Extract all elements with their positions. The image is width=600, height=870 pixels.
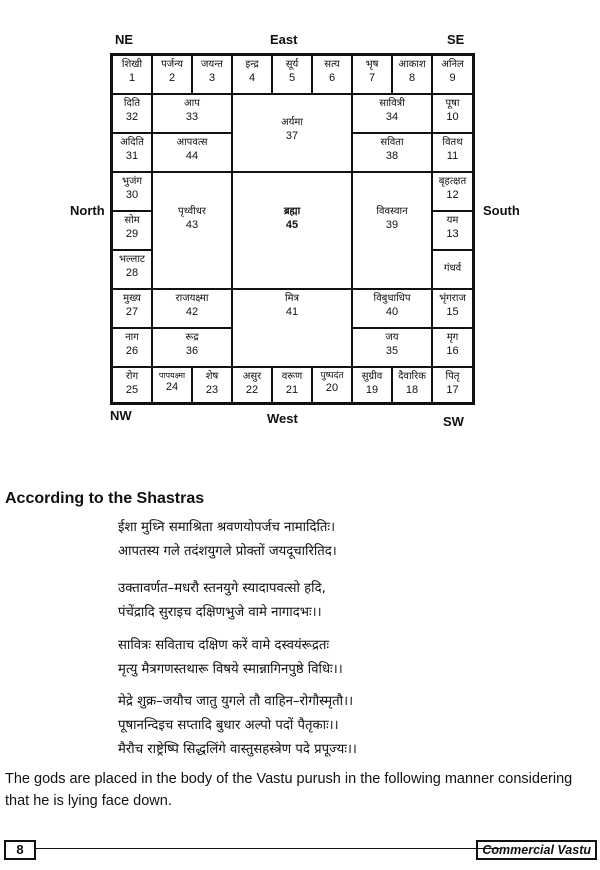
deity-name: भृष [365, 59, 379, 70]
mandala-cell [272, 367, 312, 403]
mandala-cell [272, 55, 312, 94]
mandala-cell-savita [352, 133, 432, 172]
mandala-cell-vibudhadhip [352, 289, 432, 328]
verse-line: मैरौच राष्ट्रेष्पि सिद्धलिंगे वास्तुसहस्त्रेण पदे प्रपूज्यः।। [118, 742, 357, 757]
deity-name: जयन्त [201, 59, 223, 70]
deity-name: आकाश [398, 59, 426, 70]
deity-name: पितृ [445, 371, 460, 382]
deity-name: भृंगराज [439, 293, 466, 304]
deity-number: 4 [248, 71, 256, 84]
mandala-cell [432, 211, 473, 250]
deity-number: 33 [185, 110, 199, 123]
mandala-cell [352, 367, 392, 403]
mandala-cell-jay [352, 328, 432, 367]
deity-number: 2 [168, 71, 176, 84]
mandala-cell-mitra [232, 289, 352, 367]
direction-west: West [267, 411, 298, 426]
mandala-cell [192, 55, 232, 94]
deity-name: सविता [380, 137, 404, 148]
mandala-cell [112, 250, 152, 289]
mandala-cell-aap [152, 94, 232, 133]
deity-number: 1 [128, 71, 136, 84]
deity-number: 29 [125, 227, 139, 240]
deity-name: अर्यमा [280, 117, 303, 128]
mandala-cell-savitri [352, 94, 432, 133]
verse-line: सावित्रः सविताच दक्षिण करें वामे दस्वयंरूद्रतः [118, 638, 330, 653]
mandala-cell-rudra [152, 328, 232, 367]
deity-number: 31 [125, 149, 139, 162]
deity-number: 21 [285, 383, 299, 396]
deity-name: अनिल [441, 59, 464, 70]
deity-number: 35 [385, 344, 399, 357]
deity-name: शिखी [121, 59, 143, 70]
verse-stanza [118, 577, 478, 625]
deity-number: 19 [365, 383, 379, 396]
deity-name: ब्रह्मा [283, 206, 301, 217]
deity-name: बृहत्क्षत [438, 176, 467, 187]
deity-name: मुख्य [123, 293, 141, 304]
mandala-cell [112, 133, 152, 172]
deity-number: 26 [125, 344, 139, 357]
deity-number: 42 [185, 305, 199, 318]
mandala-cell-aapvatsa [152, 133, 232, 172]
deity-name: वरूण [281, 371, 303, 382]
deity-name: इन्द्र [245, 59, 259, 70]
deity-number: 34 [385, 110, 399, 123]
mandala-cell-brahma [232, 172, 352, 289]
deity-number: 12 [446, 188, 459, 201]
deity-number: 9 [449, 71, 456, 84]
mandala-cell [432, 328, 473, 367]
mandala-cell-prithvidhar [152, 172, 232, 289]
deity-name: पूषा [445, 98, 460, 109]
book-title: Commercial Vastu [476, 840, 597, 860]
mandala-cell [112, 211, 152, 250]
deity-number: 5 [288, 71, 296, 84]
deity-number: 32 [125, 110, 139, 123]
mandala-cell [312, 55, 352, 94]
deity-name: मित्र [284, 293, 300, 304]
mandala-cell [432, 55, 473, 94]
deity-name: पृथ्वीधर [178, 206, 206, 217]
deity-name: सावित्री [379, 98, 405, 109]
deity-number: 11 [446, 149, 459, 162]
verse-stanza [118, 690, 478, 762]
deity-name: आप [184, 98, 200, 109]
verse-line: मृत्यु मैत्रगणस्तथारू विषये स्मान्नागिनपुष्ठे विधिः।। [118, 662, 343, 677]
deity-number: 13 [446, 227, 459, 240]
footer-divider [35, 848, 500, 849]
deity-name: विबुधाधिप [373, 293, 411, 304]
deity-name: नाग [125, 332, 139, 343]
mandala-cell [112, 94, 152, 133]
deity-number: 6 [328, 71, 336, 84]
deity-number: 10 [446, 110, 459, 123]
deity-number: 38 [385, 149, 399, 162]
mandala-cell [392, 367, 432, 403]
mandala-cell-vivasvan [352, 172, 432, 289]
mandala-cell-aryama [232, 94, 352, 172]
deity-number: 7 [368, 71, 376, 84]
deity-number: 44 [185, 149, 199, 162]
deity-number: 43 [185, 218, 199, 231]
deity-name: भल्लाट [119, 254, 145, 265]
deity-name: दिति [123, 98, 141, 109]
mandala-cell [152, 367, 192, 403]
mandala-cell-rajyakshma [152, 289, 232, 328]
description-paragraph: The gods are placed in the body of the Vastu purush in the following manner considering that he is lying face down. [5, 771, 573, 809]
deity-number: 18 [405, 383, 419, 396]
mandala-cell [112, 55, 152, 94]
mandala-cell [232, 55, 272, 94]
deity-name: पुष्पदंत [320, 371, 344, 381]
deity-name: आपवत्स [176, 137, 208, 148]
direction-ne: NE [115, 32, 134, 47]
deity-name: रूद्र [185, 332, 199, 343]
deity-name: वितथ [442, 137, 463, 148]
mandala-cell [112, 289, 152, 328]
deity-name: पर्जन्य [161, 59, 183, 70]
direction-sw: SW [443, 414, 464, 429]
deity-number: 15 [446, 305, 459, 318]
mandala-cell [432, 289, 473, 328]
deity-number: 24 [165, 381, 179, 393]
mandala-cell [432, 172, 473, 211]
deity-name: विवस्वान [376, 206, 408, 217]
deity-number: 20 [325, 382, 339, 395]
mandala-cell [152, 55, 192, 94]
deity-number: 3 [208, 71, 216, 84]
mandala-cell [432, 250, 473, 289]
deity-name: जय [385, 332, 399, 343]
deity-number: 36 [185, 344, 199, 357]
deity-name: भुजंग [121, 176, 143, 187]
deity-number: 22 [245, 383, 259, 396]
direction-south: South [483, 203, 520, 218]
deity-name: रोग [125, 371, 139, 382]
deity-name: यम [446, 215, 459, 226]
deity-name: सुग्रीव [361, 371, 383, 382]
direction-nw: NW [110, 408, 132, 423]
verse-line: मेद्रे शुक्र–जयौच जातु युगले तौ वाहिन–रोगौस्मृतौ।। [118, 694, 354, 709]
verse-line: उक्तावर्णत–मधरौ स्तनयुगे स्यादापवत्सो हदि, [118, 581, 326, 596]
page-number: 8 [4, 840, 36, 860]
deity-name: दैवारिक [398, 371, 426, 382]
deity-number: 23 [205, 383, 219, 396]
mandala-cell [312, 367, 352, 403]
verse-stanza [118, 516, 478, 564]
verse-line: ईशा मुध्नि समाश्रिता श्रवणयोपर्जच नामादितिः। [118, 520, 336, 535]
deity-name: सूर्य [285, 59, 299, 70]
deity-number: 17 [446, 383, 459, 396]
deity-number: 16 [446, 344, 459, 357]
mandala-cell [112, 328, 152, 367]
mandala-cell [352, 55, 392, 94]
mandala-cell [432, 133, 473, 172]
direction-east: East [270, 32, 298, 47]
deity-name: सोम [124, 215, 140, 226]
deity-number: 25 [125, 383, 139, 396]
section-heading: According to the Shastras [5, 490, 205, 507]
deity-number: 37 [285, 129, 299, 142]
deity-name: मृग [446, 332, 459, 343]
deity-number: 39 [385, 218, 399, 231]
deity-number: 27 [125, 305, 139, 318]
deity-name: शेष [205, 371, 219, 382]
mandala-cell [112, 367, 152, 403]
deity-number: 41 [285, 305, 299, 318]
deity-number: 40 [385, 305, 399, 318]
vastu-mandala-grid [110, 53, 475, 405]
verse-line: आपतस्य गले तदंशयुगले प्रोक्तों जयदूचारितिद। [118, 544, 337, 559]
deity-name: सत्य [324, 59, 340, 70]
deity-name: गंधर्व [443, 263, 462, 274]
deity-name: अदिति [120, 137, 144, 148]
deity-number: 8 [408, 71, 416, 84]
verse-stanza [118, 634, 478, 682]
deity-name: राजयक्ष्मा [175, 293, 209, 304]
mandala-cell [232, 367, 272, 403]
mandala-cell [392, 55, 432, 94]
deity-name: असुर [242, 371, 262, 382]
deity-number: 45 [285, 218, 299, 231]
mandala-cell [432, 94, 473, 133]
deity-number: 28 [125, 266, 139, 279]
deity-name: पापयक्ष्मा [158, 371, 186, 380]
verse-line: पूषानन्दिइच सप्तादि बुधार अल्पो पदों पैतृकाः।। [118, 718, 339, 733]
deity-number: 30 [125, 188, 139, 201]
mandala-cell [432, 367, 473, 403]
direction-se: SE [447, 32, 465, 47]
direction-north: North [70, 203, 105, 218]
mandala-cell [192, 367, 232, 403]
verse-line: पंचेंद्रादि सुराइच दक्षिणभुजे वामे नागादभः।। [118, 605, 322, 620]
mandala-cell [112, 172, 152, 211]
